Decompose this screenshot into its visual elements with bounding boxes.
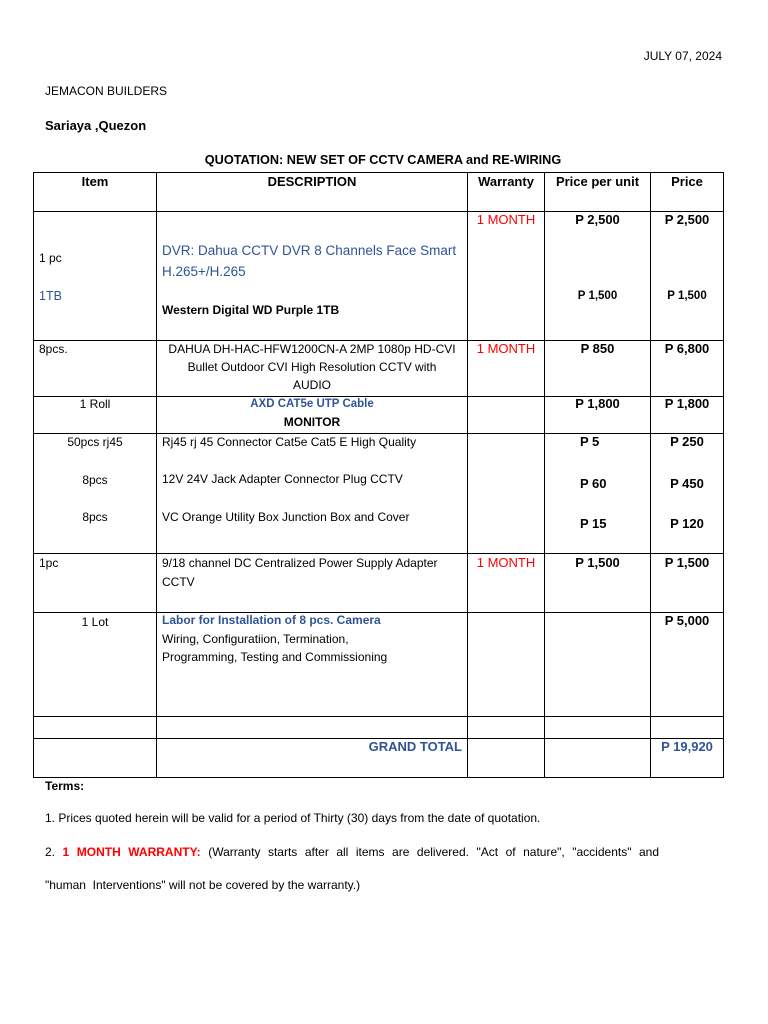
item-subtitle: MONITOR — [283, 415, 341, 429]
item-description — [162, 554, 438, 592]
row-4-price-cell — [651, 434, 724, 554]
unit-price: P 15 — [580, 516, 607, 531]
row-1-price-cell — [651, 212, 724, 341]
row-2-unit-price-cell — [545, 341, 651, 397]
unit-price: P 850 — [580, 341, 615, 356]
row-5-warranty-cell — [468, 554, 545, 613]
row-1-unit-price-cell — [545, 212, 651, 341]
row-1-description-cell — [157, 212, 468, 341]
term-2-text: (Warranty starts after all items are delivered. "Act of nature", "accidents" and — [208, 845, 659, 859]
header-cell-unit-price — [545, 173, 651, 212]
warranty-highlight: 1 MONTH WARRANTY: — [62, 845, 201, 859]
grand-total-value: P 19,920 — [661, 739, 713, 754]
line-price: P 1,500 — [667, 290, 707, 302]
row-5-item-cell — [34, 554, 157, 613]
unit-price: P 1,800 — [575, 396, 620, 411]
line-price: P 120 — [670, 516, 704, 531]
item-title: AXD CAT5e UTP Cable — [250, 398, 374, 410]
item-description — [157, 340, 467, 394]
unit-price: P 2,500 — [575, 212, 620, 227]
item-quantity: 8pcs — [82, 473, 108, 487]
description-line: Bullet Outdoor CVI High Resolution CCTV with — [187, 360, 437, 374]
empty-cell — [545, 717, 651, 739]
term-2-number: 2. — [45, 845, 56, 859]
description-line: CCTV — [162, 575, 195, 589]
unit-price: P 5 — [580, 434, 600, 449]
item-description — [162, 630, 387, 666]
row-1-item-cell — [34, 212, 157, 341]
description-line: Rj45 rj 45 Connector Cat5e Cat5 E High Quality — [162, 435, 417, 449]
line-price: P 450 — [670, 476, 704, 491]
row-2-description-cell — [157, 341, 468, 397]
column-header-price: Price — [671, 174, 703, 189]
item-quantity: 1 Lot — [81, 615, 109, 629]
item-quantity: 50pcs rj45 — [67, 435, 123, 449]
row-5-description-cell — [157, 554, 468, 613]
row-2-item-cell — [34, 341, 157, 397]
item-capacity: 1TB — [39, 289, 62, 303]
empty-cell — [157, 717, 468, 739]
line-price: P 1,800 — [664, 396, 710, 411]
item-quantity: 8pcs — [82, 510, 108, 524]
row-6-price-cell — [651, 613, 724, 717]
header-cell-description — [157, 173, 468, 212]
empty-cell — [651, 717, 724, 739]
description-line: 9/18 channel DC Centralized Power Supply Adapter — [162, 556, 438, 570]
row-3-description-cell — [157, 397, 468, 434]
description-line: Programming, Testing and Commissioning — [162, 650, 388, 664]
row-1-warranty-cell — [468, 212, 545, 341]
empty-cell — [468, 717, 545, 739]
row-6-warranty-cell — [468, 613, 545, 717]
header-cell-item — [34, 173, 157, 212]
line-price: P 1,500 — [664, 555, 710, 570]
company-name: JEMACON BUILDERS — [45, 84, 168, 98]
line-price: P 6,800 — [664, 341, 710, 356]
description-line: DAHUA DH-HAC-HFW1200CN-A 2MP 1080p HD-CVI — [168, 342, 456, 356]
column-header-warranty: Warranty — [478, 174, 534, 189]
client-location: Sariaya ,Quezon — [45, 118, 147, 133]
item-quantity: 8pcs. — [39, 342, 68, 356]
unit-price: P 60 — [580, 476, 607, 491]
column-header-description: DESCRIPTION — [267, 174, 357, 189]
line-price: P 5,000 — [664, 613, 710, 628]
unit-price: P 1,500 — [577, 290, 618, 302]
item-subtitle: Western Digital WD Purple 1TB — [162, 303, 340, 317]
row-3-unit-price-cell — [545, 397, 651, 434]
row-4-description-cell — [157, 434, 468, 554]
grand-total-warranty-cell — [468, 739, 545, 778]
grand-total-value-cell — [651, 739, 724, 778]
quotation-title: QUOTATION: NEW SET OF CCTV CAMERA and RE-WIRING — [204, 153, 562, 167]
row-5-price-cell — [651, 554, 724, 613]
item-title-line: H.265+/H.265 — [162, 264, 246, 279]
warranty-value: 1 MONTH — [476, 555, 536, 570]
quotation-table — [33, 172, 724, 778]
row-5-unit-price-cell — [545, 554, 651, 613]
description-line: 12V 24V Jack Adapter Connector Plug CCTV — [162, 472, 403, 486]
row-4-item-cell — [34, 434, 157, 554]
description-line: Wiring, Configuratiion, Termination, — [162, 632, 349, 646]
item-quantity: 1pc — [39, 556, 59, 570]
row-2-warranty-cell — [468, 341, 545, 397]
line-price: P 250 — [670, 434, 704, 449]
row-6-unit-price-cell — [545, 613, 651, 717]
row-4-warranty-cell — [468, 434, 545, 554]
item-title: Labor for Installation of 8 pcs. Camera — [162, 613, 381, 627]
column-header-unit-price: Price per unit — [555, 174, 640, 189]
row-6-item-cell — [34, 613, 157, 717]
row-3-warranty-cell — [468, 397, 545, 434]
row-2-price-cell — [651, 341, 724, 397]
empty-cell — [34, 717, 157, 739]
quotation-date: JULY 07, 2024 — [643, 49, 722, 63]
column-header-item: Item — [81, 174, 109, 189]
warranty-value: 1 MONTH — [476, 341, 536, 356]
description-line: VC Orange Utility Box Junction Box and Cover — [162, 510, 410, 524]
warranty-value: 1 MONTH — [476, 212, 536, 227]
line-price: P 2,500 — [664, 212, 710, 227]
grand-total-label-cell — [157, 739, 468, 778]
term-2-line-2: "human Interventions" will not be covered by the warranty.) — [45, 878, 361, 892]
row-6-description-cell — [157, 613, 468, 717]
row-3-price-cell — [651, 397, 724, 434]
header-cell-warranty — [468, 173, 545, 212]
unit-price: P 1,500 — [575, 555, 620, 570]
item-quantity: 1 Roll — [79, 397, 111, 411]
description-line: AUDIO — [292, 378, 331, 392]
item-title-line: DVR: Dahua CCTV DVR 8 Channels Face Smart — [162, 243, 457, 258]
row-4-unit-price-cell — [545, 434, 651, 554]
term-1: 1. Prices quoted herein will be valid for a period of Thirty (30) days from the date of quotation. — [45, 811, 541, 825]
item-quantity: 1 pc — [39, 251, 62, 265]
header-cell-price — [651, 173, 724, 212]
row-3-item-cell — [34, 397, 157, 434]
terms-heading: Terms: — [45, 779, 85, 793]
grand-total-item-cell — [34, 739, 157, 778]
term-2-line-1 — [45, 844, 659, 860]
item-title — [162, 240, 456, 282]
grand-total-unit-price-cell — [545, 739, 651, 778]
grand-total-label: GRAND TOTAL — [368, 739, 462, 754]
